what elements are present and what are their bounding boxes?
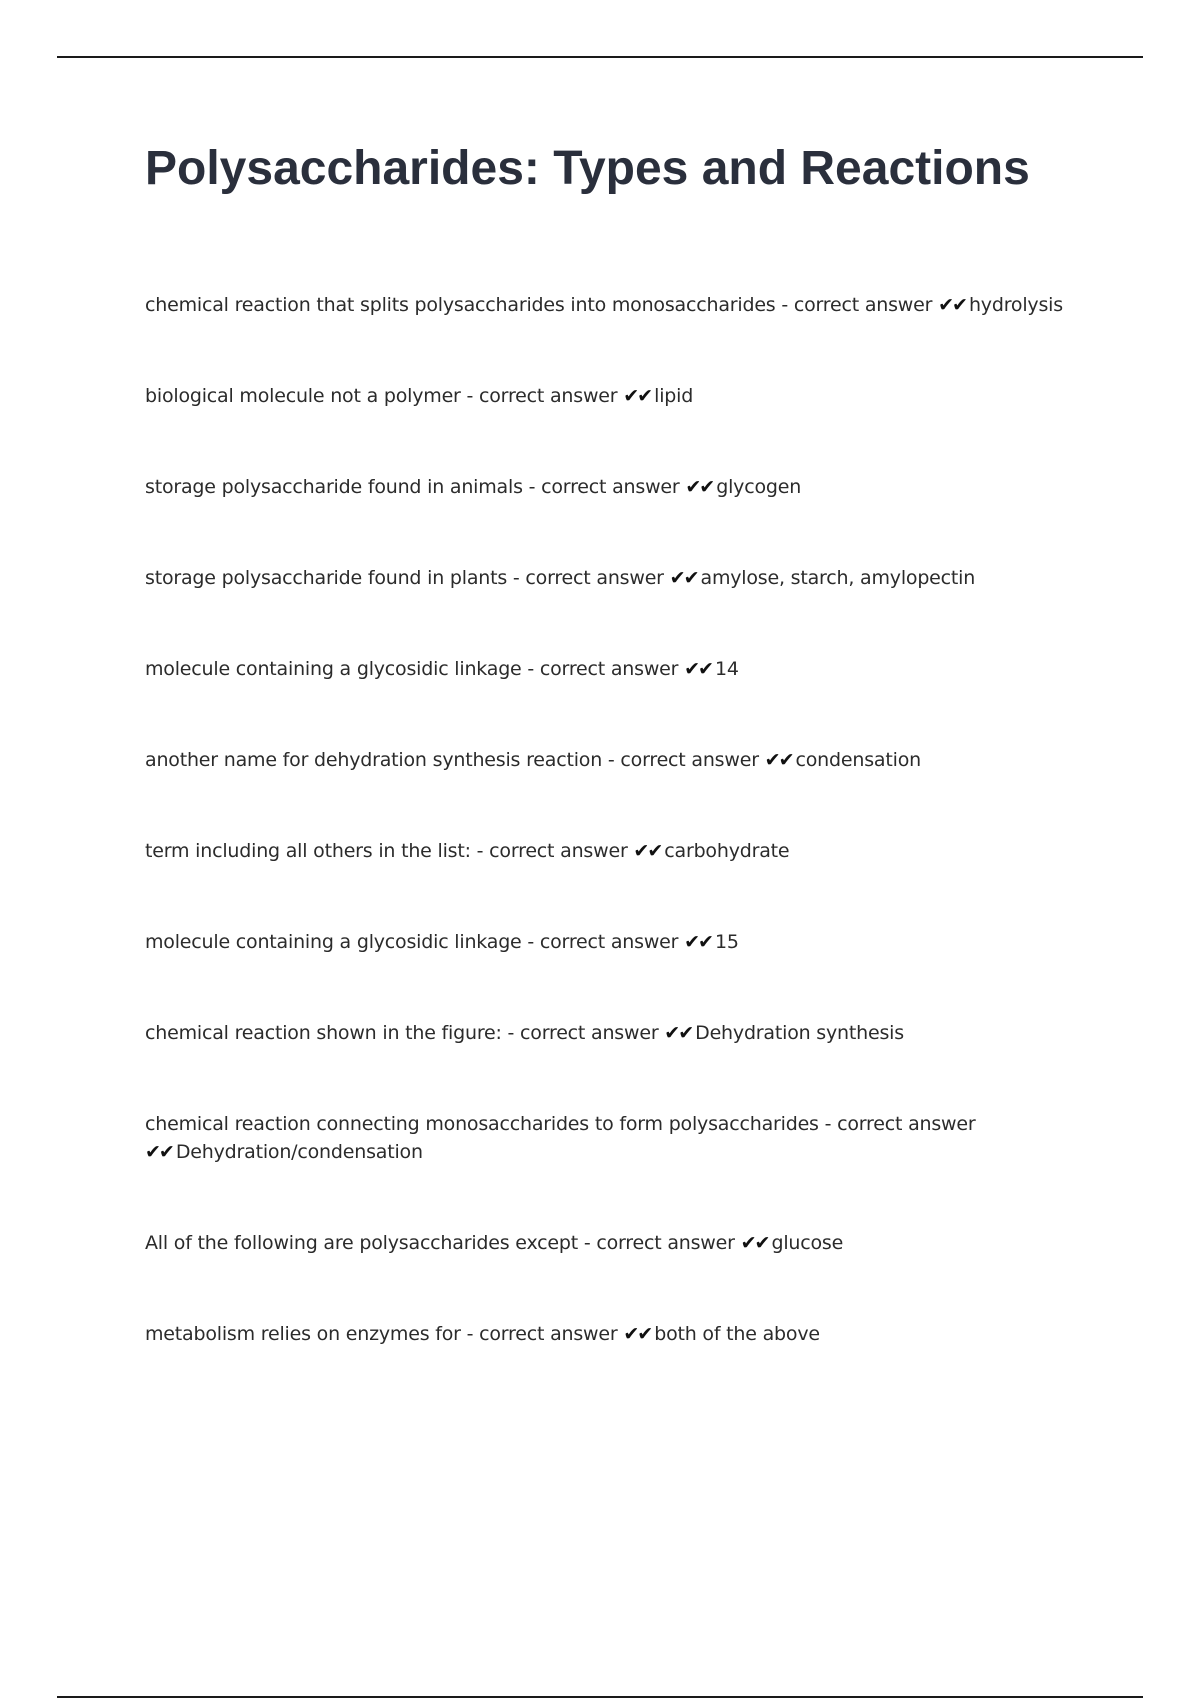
double-check-icon: ✔✔	[938, 294, 966, 316]
question-text: molecule containing a glycosidic linkage	[145, 931, 522, 953]
separator: -	[460, 385, 480, 407]
answer-marker: correct answer	[539, 931, 679, 953]
double-check-icon: ✔✔	[764, 749, 793, 771]
question-text: biological molecule not a polymer	[145, 385, 461, 407]
answer-text: glycogen	[716, 476, 802, 498]
answer-marker: correct answer	[479, 385, 618, 407]
answer-marker: correct answer	[525, 567, 664, 589]
separator: -	[521, 658, 540, 680]
separator: -	[602, 749, 621, 771]
separator: -	[775, 294, 794, 316]
separator: -	[578, 1232, 597, 1254]
bottom-divider	[57, 1696, 1143, 1698]
separator: -	[507, 567, 526, 589]
double-check-icon: ✔✔	[684, 658, 712, 680]
answer-marker: correct answer	[489, 840, 628, 862]
double-check-icon: ✔✔	[685, 476, 714, 498]
question-text: metabolism relies on enzymes for	[145, 1323, 461, 1345]
qa-list	[145, 291, 1065, 1411]
answer-text: 14	[714, 658, 739, 680]
separator: -	[521, 931, 540, 953]
qa-item	[145, 382, 1065, 410]
answer-marker: correct answer	[837, 1113, 976, 1135]
qa-item	[145, 1019, 1065, 1047]
qa-item	[145, 837, 1065, 865]
double-check-icon: ✔✔	[145, 1141, 173, 1163]
question-text: term including all others in the list:	[145, 840, 471, 862]
double-check-icon: ✔✔	[633, 840, 662, 862]
answer-text: Dehydration/condensation	[175, 1141, 423, 1163]
qa-item	[145, 655, 1065, 683]
separator: -	[522, 476, 542, 498]
question-text: All of the following are polysaccharides except	[145, 1232, 579, 1254]
answer-text: amylose, starch, amylopectin	[700, 567, 976, 589]
answer-text: lipid	[654, 385, 694, 407]
double-check-icon: ✔✔	[623, 385, 652, 407]
question-text: chemical reaction shown in the figure:	[145, 1022, 502, 1044]
qa-item	[145, 746, 1065, 774]
question-text: molecule containing a glycosidic linkage	[145, 658, 522, 680]
separator: -	[460, 1323, 480, 1345]
separator: -	[470, 840, 490, 862]
separator: -	[501, 1022, 521, 1044]
double-check-icon: ✔✔	[669, 567, 698, 589]
double-check-icon: ✔✔	[740, 1232, 769, 1254]
question-text: chemical reaction connecting monosaccharides to form polysaccharides	[145, 1113, 819, 1135]
answer-marker: correct answer	[793, 294, 933, 316]
answer-text: Dehydration synthesis	[695, 1022, 904, 1044]
answer-marker: correct answer	[541, 476, 680, 498]
answer-marker: correct answer	[620, 749, 759, 771]
double-check-icon: ✔✔	[684, 931, 712, 953]
page-title: Polysaccharides: Types and Reactions	[145, 142, 1030, 195]
top-divider	[57, 56, 1143, 58]
qa-item	[145, 1110, 985, 1166]
separator: -	[818, 1113, 838, 1135]
answer-marker: correct answer	[520, 1022, 659, 1044]
answer-marker: correct answer	[479, 1323, 618, 1345]
answer-text: both of the above	[654, 1323, 820, 1345]
question-text: chemical reaction that splits polysaccharides into monosaccharides	[145, 294, 776, 316]
question-text: another name for dehydration synthesis reaction	[145, 749, 603, 771]
qa-item	[145, 1320, 1065, 1348]
question-text: storage polysaccharide found in plants	[145, 567, 508, 589]
qa-item	[145, 928, 1065, 956]
qa-item	[145, 564, 1065, 592]
qa-item	[145, 473, 1065, 501]
double-check-icon: ✔✔	[664, 1022, 693, 1044]
answer-marker: correct answer	[596, 1232, 735, 1254]
qa-item	[145, 1229, 1065, 1257]
double-check-icon: ✔✔	[623, 1323, 652, 1345]
question-text: storage polysaccharide found in animals	[145, 476, 523, 498]
answer-text: 15	[714, 931, 739, 953]
answer-text: hydrolysis	[968, 294, 1063, 316]
answer-text: glucose	[771, 1232, 844, 1254]
answer-text: carbohydrate	[664, 840, 790, 862]
answer-marker: correct answer	[539, 658, 679, 680]
qa-item	[145, 291, 1065, 319]
answer-text: condensation	[795, 749, 921, 771]
